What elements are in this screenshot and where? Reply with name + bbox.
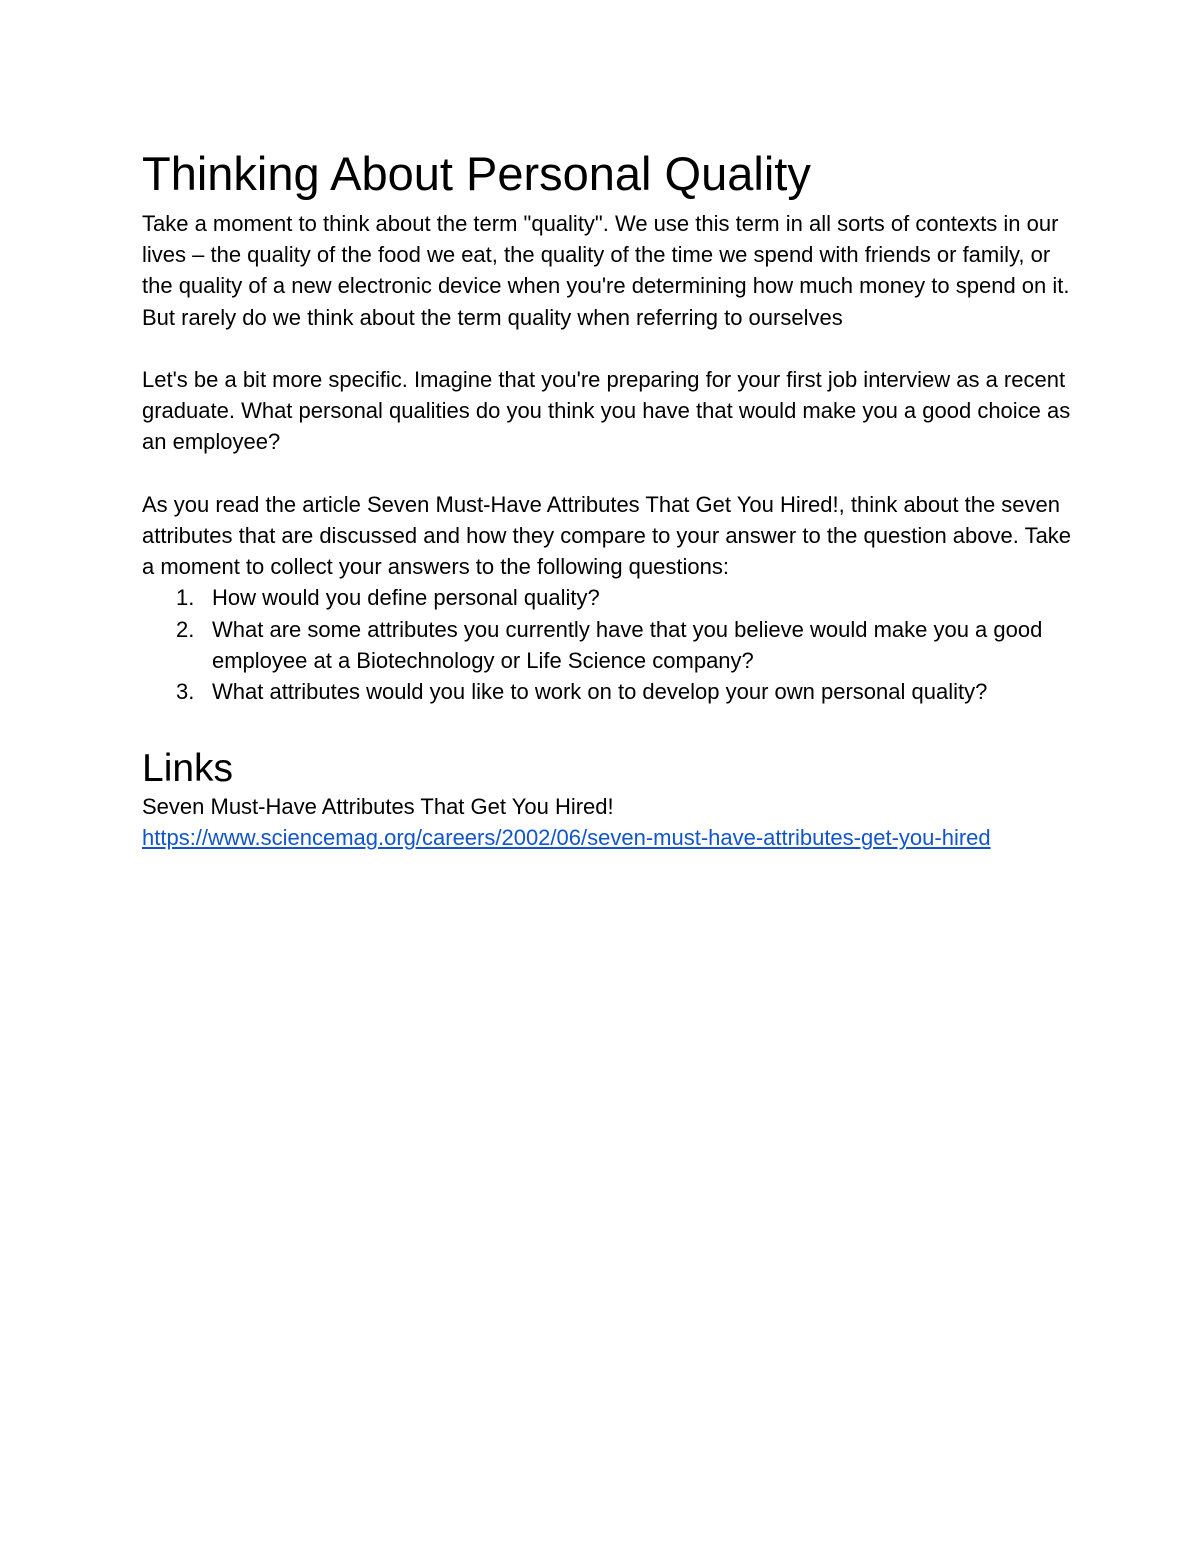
question-text: How would you define personal quality? bbox=[212, 585, 600, 611]
link-url-line bbox=[142, 822, 1072, 853]
intro-paragraph: Take a moment to think about the term "quality". We use this term in all sorts of contexts in our lives – the quality of the food we eat, the quality of the time we spend with friends or family, or the quality of a new electronic device when you're determining how much money to spend on it. But rarely do we think about the term quality when referring to ourselves bbox=[142, 211, 1070, 330]
question-item bbox=[142, 676, 1072, 707]
question-number: 3. bbox=[176, 679, 195, 705]
question-number: 1. bbox=[176, 585, 195, 611]
section-spacer bbox=[142, 707, 1072, 747]
question-text: What attributes would you like to work on to develop your own personal quality? bbox=[212, 679, 988, 705]
paragraph-spacer bbox=[142, 333, 1072, 364]
specific-paragraph: Let's be a bit more specific. Imagine that you're preparing for your first job interview as a recent graduate. What personal qualities do you think you have that would make you a good choice as an employee? bbox=[142, 367, 1071, 455]
question-number: 2. bbox=[176, 616, 195, 642]
question-item bbox=[142, 582, 1072, 613]
article-paragraph: As you read the article Seven Must-Have Attributes That Get You Hired!, think about the seven attributes that are discussed and how they compare to your answer to the question above. Take a moment to collect your answers to the following questions: bbox=[142, 491, 1072, 580]
document-body bbox=[142, 140, 1072, 854]
links-heading: Links bbox=[142, 747, 234, 791]
link-article-title: Seven Must-Have Attributes That Get You Hired! bbox=[142, 794, 614, 820]
article-hyperlink[interactable]: https://www.sciencemag.org/careers/2002/06/seven-must-have-attributes-get-you-hired bbox=[142, 825, 991, 851]
questions-list bbox=[142, 582, 1072, 707]
question-item bbox=[142, 614, 1072, 676]
paragraph-spacer bbox=[142, 458, 1072, 489]
page-title: Thinking About Personal Quality bbox=[142, 147, 811, 200]
question-text: What are some attributes you currently have that you believe would make you a good employee at a Biotechnology or Life Science company? bbox=[212, 616, 1043, 673]
